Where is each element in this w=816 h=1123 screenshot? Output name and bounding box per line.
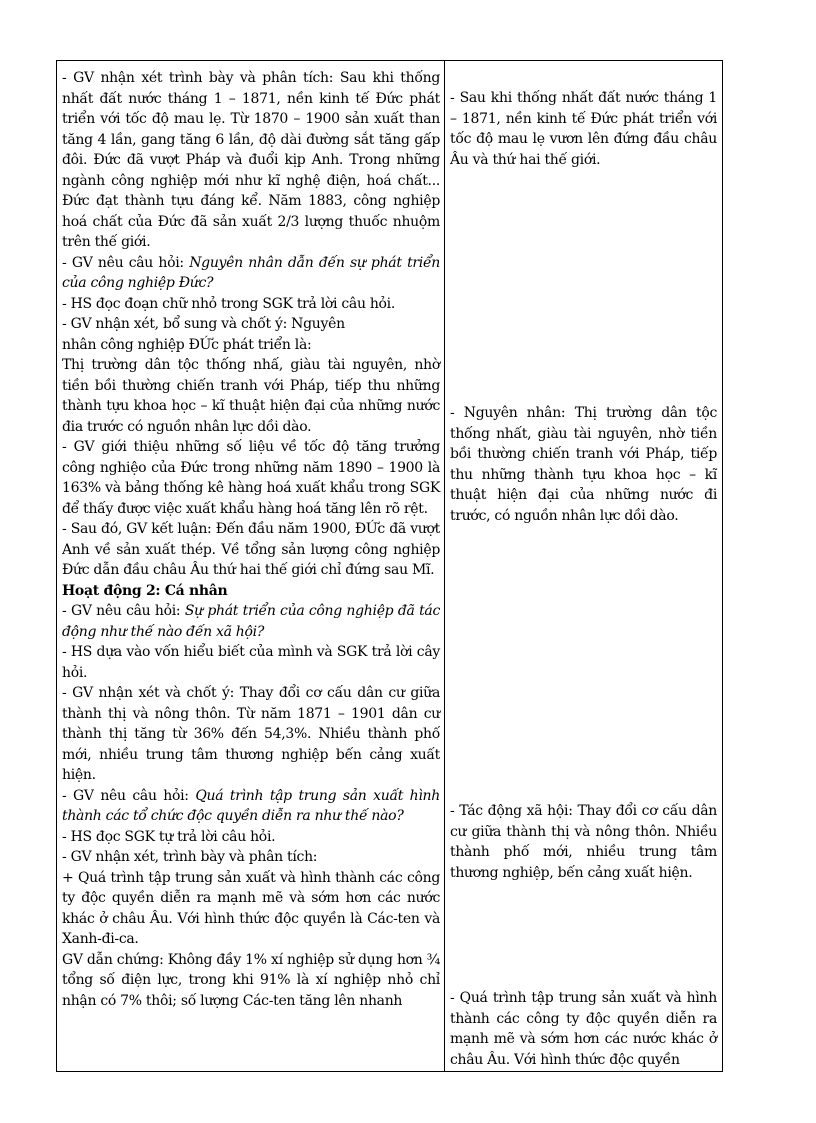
paragraph: nhân công nghiệp ĐỨc phát triển là: xyxy=(62,336,312,353)
question-paragraph xyxy=(62,253,440,294)
paragraph: - HS đọc đoạn chữ nhỏ trong SGK trả lời câu hỏi. xyxy=(62,295,395,312)
question-paragraph xyxy=(62,786,440,827)
paragraph: - Sau đó, GV kết luận: Đến đầu năm 1900, ĐỨc đã vượt Anh về sản xuất thép. Về tổng sản lượng công nghiệp Đức dẫn đầu châu Âu thứ hai thế giới chỉ đứng sau Mĩ. xyxy=(62,521,440,578)
paragraph: Thị trường dân tộc thống nhấ, giàu tài nguyên, nhờ tiền bồi thường chiến tranh với Pháp, tiếp thu những thành tựu khoa học – kĩ thuật hiện đại của những nước đia trước có nguồn nhân lực dồi dào. xyxy=(62,357,440,435)
question-prefix: - GV nêu câu hỏi: xyxy=(62,787,196,804)
question-paragraph xyxy=(62,601,440,642)
paragraph: GV dẫn chứng: Không đầy 1% xí nghiệp sử dụng hơn ¾ tổng số điện lực, trong khi 91% là xí nghiệp nhỏ chỉ nhận có 7% thôi; số lượng Các-ten tăng lên nhanh xyxy=(62,951,440,1009)
knowledge-block: - Sau khi thống nhất đất nước tháng 1 – 1871, nền kinh tế Đức phát triển với tốc độ mau lẹ vươn lên đứng đầu châu Âu và thứ hai thế giới. xyxy=(450,90,717,168)
question-prefix: - GV nêu câu hỏi: xyxy=(62,254,190,271)
paragraph: - GV nhận xét và chốt ý: Thay đổi cơ cấu dân cư giữa thành thị và nông thôn. Từ năm 1871 – 1901 dân cư thành thị tăng từ 36% đến 54,3%. Nhiều thành phố mới, nhiều trung tâm thương nghiệp bến cảng xuất hiện. xyxy=(62,685,440,783)
question-prefix: - GV nêu câu hỏi: xyxy=(62,603,185,619)
knowledge-block: - Nguyên nhân: Thị trường dân tộc thống nhất, giàu tài nguyên, nhờ tiền bồi thường chiến tranh với Pháp, tiếp thu những thành tựu khoa học – kĩ thuật hiện đại của những nước đi trước, có nguồn nhân lực dồi dào. xyxy=(450,405,717,524)
knowledge-block: - Quá trình tập trung sản xuất và hình thành các công ty độc quyền diễn ra mạnh mẽ và sớm hơn các nước khác ở châu Âu. Với hình thức độc quyền xyxy=(450,990,717,1068)
paragraph: - HS dựa vào vốn hiểu biết của mình và SGK trả lời cây hỏi. xyxy=(62,644,440,681)
paragraph: - GV nhận xét, trình bày và phân tích: xyxy=(62,849,318,865)
question-text: Quá trình tập trung sản xuất hình thành các tổ chức độc quyền diễn ra như thế nào? xyxy=(62,787,440,824)
teacher-student-activity-column xyxy=(57,61,445,1071)
paragraph: + Quá trình tập trung sản xuất và hình thành các công ty độc quyền diễn ra mạnh mẽ và sớm hơn các nước khác ở châu Âu. Với hình thức độc quyền là Các-ten và Xanh-đi-ca. xyxy=(62,869,440,947)
paragraph: - GV nhận xét, bổ sung và chốt ý: Nguyên xyxy=(62,316,345,332)
question-text: Nguyên nhân dẫn đến sự phát triển của công nghiệp Đức? xyxy=(62,254,440,291)
paragraph: - GV giới thiệu những số liệu về tốc độ tăng trưởng công nghiệo của Đức trong những năm 1890 – 1900 là 163% và bảng thống kê hàng hoá xuất khẩu trong SGK để thấy được việc xuất khẩu hàng hoá tăng lên rõ rệt. xyxy=(62,439,440,517)
question-text: Sự phát triển của công nghiệp đã tác động như thế nào đến xã hội? xyxy=(62,603,440,640)
knowledge-column xyxy=(445,61,722,1071)
paragraph: - GV nhận xét trình bày và phân tích: Sau khi thống nhất đất nước tháng 1 – 1871, nền kinh tế Đức phát triển với tốc độ mau lẹ. Từ 1870 – 1900 sản xuất than tăng 4 lần, gang tăng 6 lần, độ dài đường sắt tăng gấp đôi. Đức đã vượt Pháp và đuổi kịp Anh. Trong những ngành công nghiệp mới như kĩ nghệ điện, hoá chất... Đức đạt thành tựu đáng kể. Năm 1883, công nghiệp hoá chất của Đức đã sản xuất 2/3 lượng thuốc nhuộm trên thế giới. xyxy=(62,70,440,250)
paragraph: - HS đọc SGK tự trả lời câu hỏi. xyxy=(62,828,276,845)
lesson-table xyxy=(56,60,723,1072)
activity-heading: Hoạt động 2: Cá nhân xyxy=(62,582,228,599)
knowledge-block: - Tác động xã hội: Thay đổi cơ cấu dân cư giữa thành thị và nông thôn. Nhiều thành phố mới, nhiều trung tâm thương nghiệp, bến cảng xuất hiện. xyxy=(450,803,717,881)
